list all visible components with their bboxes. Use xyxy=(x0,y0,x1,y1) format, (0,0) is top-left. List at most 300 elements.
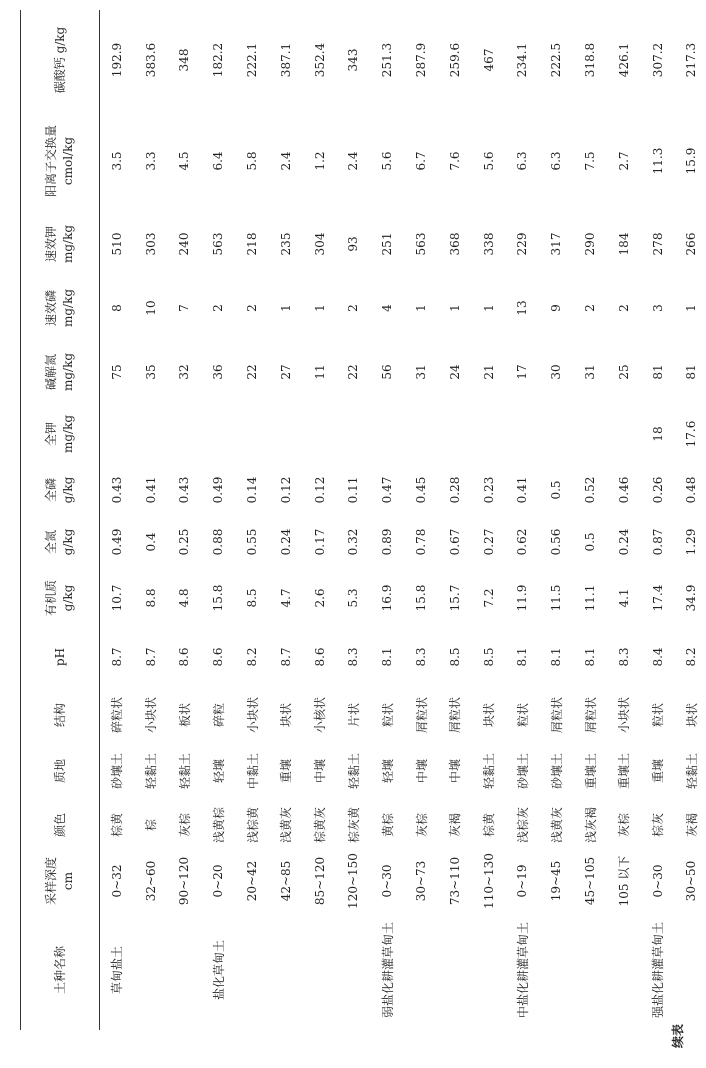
table-cell: 0.12 xyxy=(312,476,327,504)
table-cell: 222.5 xyxy=(549,42,564,78)
table-cell: 6.3 xyxy=(515,151,530,171)
table-cell: 85~120 xyxy=(312,856,327,906)
table-cell: 中黏土 xyxy=(245,753,260,790)
table-cell: 2 xyxy=(245,304,260,312)
table-cell: 8.2 xyxy=(684,647,699,667)
table-cell: 棕黄 xyxy=(482,813,497,838)
table-cell: 90~120 xyxy=(177,856,192,906)
table-cell: 1 xyxy=(312,304,327,312)
table-cell: 0.24 xyxy=(616,528,631,556)
column-header: 碱解氮 mg/kg xyxy=(44,352,75,392)
table-cell: 块状 xyxy=(482,703,497,728)
table-cell: 251 xyxy=(380,232,395,256)
table-cell: 31 xyxy=(414,364,429,380)
column-header: 采样深度 cm xyxy=(44,857,75,906)
table-row xyxy=(641,10,675,1030)
soil-name-cell: 中盐化耕灌草甸土 xyxy=(515,922,530,1019)
table-cell: 3.5 xyxy=(109,151,124,171)
table-cell xyxy=(134,404,168,464)
table-cell: 粒状 xyxy=(380,703,395,728)
soil-data-table xyxy=(20,10,706,1030)
table-cell: 0.67 xyxy=(447,528,462,556)
table-cell: 6.3 xyxy=(549,151,564,171)
table-cell: 0.45 xyxy=(414,476,429,504)
table-cell: 屑粒状 xyxy=(414,697,429,734)
table-cell: 黄棕 xyxy=(380,813,395,838)
table-cell: 棕灰黄 xyxy=(346,807,361,844)
table-body xyxy=(100,10,706,1030)
table-cell: 15.9 xyxy=(684,147,699,175)
table-cell: 砂壤土 xyxy=(110,753,125,790)
table-cell: 0.43 xyxy=(177,476,192,504)
table-cell: 93 xyxy=(346,236,361,252)
table-cell: 22 xyxy=(245,364,260,380)
table-cell: 8.5 xyxy=(447,647,462,667)
table-cell: 13 xyxy=(515,300,530,316)
table-cell: 屑粒状 xyxy=(583,697,598,734)
table-cell: 0.43 xyxy=(109,476,124,504)
table-cell: 0.14 xyxy=(245,476,260,504)
table-cell: 30~73 xyxy=(414,860,429,902)
table-cell xyxy=(404,404,438,464)
soil-name-cell xyxy=(539,910,573,1030)
table-cell: 棕 xyxy=(144,819,159,832)
table-cell xyxy=(370,404,404,464)
table-cell: 浅棕灰 xyxy=(515,807,530,844)
table-cell: 4.8 xyxy=(177,588,192,608)
table-cell: 3.3 xyxy=(143,151,158,171)
table-cell: 8.1 xyxy=(515,647,530,667)
column-header: 质地 xyxy=(52,759,67,784)
table-cell: 32~60 xyxy=(143,860,158,902)
column-header: 全氮 g/kg xyxy=(44,528,75,556)
table-cell: 15.8 xyxy=(211,584,226,612)
table-cell: 21 xyxy=(481,364,496,380)
table-cell: 0.56 xyxy=(549,528,564,556)
table-cell: 8.5 xyxy=(481,647,496,667)
table-cell xyxy=(303,404,337,464)
table-cell: 0.26 xyxy=(650,476,665,504)
table-cell: 小块状 xyxy=(144,697,159,734)
table-row xyxy=(506,10,540,1030)
table-cell: 浅灰褐 xyxy=(583,807,598,844)
table-cell: 2 xyxy=(583,304,598,312)
table-cell: 0.41 xyxy=(143,476,158,504)
table-cell: 278 xyxy=(650,232,665,256)
soil-name-cell xyxy=(472,910,506,1030)
table-cell: 棕黄 xyxy=(110,813,125,838)
table-cell: 轻黏土 xyxy=(346,753,361,790)
table-cell: 0.17 xyxy=(312,528,327,556)
table-cell: 8.7 xyxy=(278,647,293,667)
table-row xyxy=(573,10,607,1030)
table-cell: 7.5 xyxy=(583,151,598,171)
soil-name-cell xyxy=(404,910,438,1030)
table-cell: 218 xyxy=(245,232,260,256)
table-cell: 小块状 xyxy=(245,697,260,734)
table-cell: 19~45 xyxy=(549,860,564,902)
table-cell: 轻黏土 xyxy=(144,753,159,790)
table-cell: 1.29 xyxy=(684,528,699,556)
table-cell: 18 xyxy=(650,426,665,442)
table-cell: 16.9 xyxy=(380,584,395,612)
table-cell: 4.1 xyxy=(616,588,631,608)
soil-name-cell xyxy=(607,910,641,1030)
column-header: pH xyxy=(52,647,67,667)
table-row xyxy=(438,10,472,1030)
table-cell: 0.32 xyxy=(346,528,361,556)
table-cell: 6.4 xyxy=(211,151,226,171)
table-cell: 4.7 xyxy=(278,588,293,608)
soil-name-cell xyxy=(235,910,269,1030)
table-cell: 217.3 xyxy=(684,42,699,78)
table-cell: 2.6 xyxy=(312,588,327,608)
table-cell: 0.41 xyxy=(515,476,530,504)
table-cell: 砂壤土 xyxy=(549,753,564,790)
table-cell: 4 xyxy=(380,304,395,312)
table-caption: 续表 xyxy=(671,1023,685,1048)
table-cell: 368 xyxy=(447,232,462,256)
table-cell: 17.4 xyxy=(650,584,665,612)
table-cell: 重壤 xyxy=(279,759,294,784)
column-header: 全钾 mg/kg xyxy=(44,414,75,454)
table-cell: 灰棕 xyxy=(617,813,632,838)
table-cell: 轻壤 xyxy=(380,759,395,784)
table-cell: 10.7 xyxy=(109,584,124,612)
table-cell: 17 xyxy=(515,364,530,380)
table-cell: 11.1 xyxy=(583,584,598,612)
table-cell xyxy=(539,404,573,464)
table-cell: 5.6 xyxy=(380,151,395,171)
table-cell: 3 xyxy=(650,304,665,312)
table-cell: 重壤土 xyxy=(583,753,598,790)
table-row xyxy=(472,10,506,1030)
table-cell: 8.4 xyxy=(650,647,665,667)
table-cell: 7.2 xyxy=(481,588,496,608)
table-cell: 120~150 xyxy=(346,853,361,909)
table-cell: 34.9 xyxy=(684,584,699,612)
table-cell: 110~130 xyxy=(481,853,496,909)
table-cell xyxy=(438,404,472,464)
table-cell: 8.5 xyxy=(245,588,260,608)
table-cell: 0.48 xyxy=(684,476,699,504)
table-cell: 重壤 xyxy=(651,759,666,784)
table-cell: 338 xyxy=(481,232,496,256)
table-cell: 35 xyxy=(143,364,158,380)
table-cell: 片状 xyxy=(346,703,361,728)
soil-name-cell: 强盐化耕灌草甸土 xyxy=(651,922,666,1019)
table-cell: 290 xyxy=(583,232,598,256)
table-cell: 屑粒状 xyxy=(448,697,463,734)
table-cell: 0.47 xyxy=(380,476,395,504)
table-cell: 11.3 xyxy=(650,147,665,175)
table-cell: 9 xyxy=(549,304,564,312)
table-row xyxy=(201,10,235,1030)
table-cell: 8.2 xyxy=(245,647,260,667)
table-cell: 灰棕 xyxy=(177,813,192,838)
table-cell: 轻壤 xyxy=(211,759,226,784)
table-cell: 0.27 xyxy=(481,528,496,556)
table-cell: 7 xyxy=(177,304,192,312)
table-cell: 浅黄灰 xyxy=(279,807,294,844)
table-cell: 25 xyxy=(616,364,631,380)
table-cell: 10 xyxy=(143,300,158,316)
table-cell: 387.1 xyxy=(278,42,293,78)
table-row xyxy=(607,10,641,1030)
table-cell: 7.6 xyxy=(447,151,462,171)
table-cell: 1 xyxy=(684,304,699,312)
table-cell: 0.46 xyxy=(616,476,631,504)
table-cell: 251.3 xyxy=(380,42,395,78)
table-cell: 2 xyxy=(346,304,361,312)
table-cell: 348 xyxy=(177,48,192,72)
soil-name-cell: 盐化草甸土 xyxy=(211,940,226,1001)
table-header-row xyxy=(21,10,100,1030)
soil-name-cell xyxy=(134,910,168,1030)
table-cell xyxy=(337,404,371,464)
table-row xyxy=(675,10,706,1030)
soil-name-cell xyxy=(438,910,472,1030)
table-cell xyxy=(472,404,506,464)
table-cell: 8.1 xyxy=(549,647,564,667)
table-cell: 0.88 xyxy=(211,528,226,556)
table-cell xyxy=(506,404,540,464)
table-cell: 屑粒状 xyxy=(549,697,564,734)
table-row xyxy=(168,10,202,1030)
table-cell: 0.4 xyxy=(143,532,158,552)
table-cell: 轻黏土 xyxy=(482,753,497,790)
table-cell: 灰褐 xyxy=(684,813,699,838)
table-row xyxy=(539,10,573,1030)
table-cell: 8.3 xyxy=(346,647,361,667)
table-cell: 0.5 xyxy=(549,480,564,500)
table-cell: 184 xyxy=(616,232,631,256)
table-cell: 0~20 xyxy=(211,864,226,898)
table-row xyxy=(404,10,438,1030)
table-cell: 灰棕 xyxy=(414,813,429,838)
table-cell: 1 xyxy=(447,304,462,312)
table-cell xyxy=(607,404,641,464)
table-cell: 砂壤土 xyxy=(515,753,530,790)
table-cell: 1 xyxy=(278,304,293,312)
table-cell: 小核状 xyxy=(313,697,328,734)
table-cell xyxy=(269,404,303,464)
column-header: 碳酸钙 g/kg xyxy=(52,26,67,94)
table-cell: 20~42 xyxy=(245,860,260,902)
table-cell: 563 xyxy=(414,232,429,256)
table-row xyxy=(100,10,134,1030)
table-cell: 0.55 xyxy=(245,528,260,556)
table-cell: 灰褐 xyxy=(448,813,463,838)
table-cell: 73~110 xyxy=(447,856,462,906)
table-cell: 27 xyxy=(278,364,293,380)
table-row xyxy=(337,10,371,1030)
soil-name-cell: 弱盐化耕灌草甸土 xyxy=(380,922,395,1019)
table-cell: 235 xyxy=(278,232,293,256)
table-cell: 15.8 xyxy=(414,584,429,612)
table-cell: 318.8 xyxy=(583,42,598,78)
table-cell: 105 以下 xyxy=(617,855,632,907)
table-cell: 42~85 xyxy=(278,860,293,902)
table-cell: 0~19 xyxy=(515,864,530,898)
table-cell: 0.52 xyxy=(583,476,598,504)
column-header: 全磷 g/kg xyxy=(44,476,75,504)
table-cell: 8.6 xyxy=(177,647,192,667)
table-cell: 240 xyxy=(177,232,192,256)
table-cell: 222.1 xyxy=(245,42,260,78)
table-cell: 8.3 xyxy=(616,647,631,667)
table-cell: 2 xyxy=(211,304,226,312)
table-cell: 重壤土 xyxy=(617,753,632,790)
table-cell: 浅黄灰 xyxy=(549,807,564,844)
table-cell: 0.24 xyxy=(278,528,293,556)
table-cell: 浅棕黄 xyxy=(245,807,260,844)
table-cell: 2.4 xyxy=(346,151,361,171)
table-cell: 259.6 xyxy=(447,42,462,78)
table-cell: 块状 xyxy=(279,703,294,728)
table-row xyxy=(303,10,337,1030)
table-cell: 8.6 xyxy=(312,647,327,667)
table-cell: 182.2 xyxy=(211,42,226,78)
table-cell: 17.6 xyxy=(684,420,699,448)
table-cell: 15.7 xyxy=(447,584,462,612)
table-cell: 304 xyxy=(312,232,327,256)
table-cell: 轻黏土 xyxy=(177,753,192,790)
table-cell: 碎粒 xyxy=(211,703,226,728)
table-row xyxy=(269,10,303,1030)
table-cell: 426.1 xyxy=(616,42,631,78)
table-cell: 303 xyxy=(143,232,158,256)
soil-name-cell xyxy=(269,910,303,1030)
table-cell: 8.8 xyxy=(143,588,158,608)
column-header: 土种名称 xyxy=(52,946,67,995)
table-cell: 317 xyxy=(549,232,564,256)
table-cell: 0~30 xyxy=(380,864,395,898)
table-cell: 0.12 xyxy=(278,476,293,504)
table-cell: 11.9 xyxy=(515,584,530,612)
table-cell: 板状 xyxy=(177,703,192,728)
table-cell: 0.49 xyxy=(211,476,226,504)
table-cell: 碎粒状 xyxy=(110,697,125,734)
table-cell: 轻黏土 xyxy=(684,753,699,790)
table-cell: 0.25 xyxy=(177,528,192,556)
table-cell: 1.2 xyxy=(312,151,327,171)
table-cell: 0.78 xyxy=(414,528,429,556)
table-cell: 0.5 xyxy=(583,532,598,552)
table-cell: 11 xyxy=(312,364,327,380)
table-cell: 2.7 xyxy=(616,151,631,171)
table-cell: 56 xyxy=(380,364,395,380)
table-cell: 467 xyxy=(481,48,496,72)
table-cell: 8.3 xyxy=(414,647,429,667)
table-row xyxy=(235,10,269,1030)
table-cell: 5.8 xyxy=(245,151,260,171)
table-cell: 0.28 xyxy=(447,476,462,504)
table-cell: 5.6 xyxy=(481,151,496,171)
table-cell: 563 xyxy=(211,232,226,256)
column-header: 有机质 g/kg xyxy=(44,580,75,617)
table-cell: 0.23 xyxy=(481,476,496,504)
table-cell: 0.89 xyxy=(380,528,395,556)
table-cell: 81 xyxy=(684,364,699,380)
table-cell: 229 xyxy=(515,232,530,256)
table-cell: 中壤 xyxy=(313,759,328,784)
table-cell: 234.1 xyxy=(515,42,530,78)
table-cell: 0~32 xyxy=(109,864,124,898)
table-cell: 8.6 xyxy=(211,647,226,667)
table-cell: 24 xyxy=(447,364,462,380)
table-cell: 0.62 xyxy=(515,528,530,556)
table-cell: 343 xyxy=(346,48,361,72)
table-cell: 31 xyxy=(583,364,598,380)
table-row xyxy=(370,10,404,1030)
table-cell: 4.5 xyxy=(177,151,192,171)
table-cell: 307.2 xyxy=(650,42,665,78)
table-cell: 30 xyxy=(549,364,564,380)
table-cell: 中壤 xyxy=(414,759,429,784)
table-cell: 8.7 xyxy=(143,647,158,667)
table-row xyxy=(134,10,168,1030)
table-cell: 192.9 xyxy=(109,42,124,78)
table-cell: 383.6 xyxy=(143,42,158,78)
table-cell: 1 xyxy=(481,304,496,312)
soil-name-cell xyxy=(337,910,371,1030)
table-cell: 0.49 xyxy=(109,528,124,556)
table-cell: 小块状 xyxy=(617,697,632,734)
soil-name-cell: 草甸盐土 xyxy=(110,946,125,995)
table-cell: 块状 xyxy=(684,703,699,728)
soil-name-cell xyxy=(168,910,202,1030)
table-cell: 352.4 xyxy=(312,42,327,78)
table-cell: 45~105 xyxy=(583,856,598,906)
table-cell: 75 xyxy=(109,364,124,380)
column-header: 结构 xyxy=(52,703,67,728)
soil-name-cell xyxy=(303,910,337,1030)
table-cell: 8 xyxy=(109,304,124,312)
table-cell: 粒状 xyxy=(651,703,666,728)
table-cell xyxy=(100,404,134,464)
table-cell: 浅黄棕 xyxy=(211,807,226,844)
table-cell: 2.4 xyxy=(278,151,293,171)
table-cell xyxy=(573,404,607,464)
table-cell: 6.7 xyxy=(414,151,429,171)
table-cell xyxy=(201,404,235,464)
table-cell: 32 xyxy=(177,364,192,380)
table-cell: 22 xyxy=(346,364,361,380)
soil-name-cell xyxy=(573,910,607,1030)
table-cell: 30~50 xyxy=(684,860,699,902)
table-cell: 0.87 xyxy=(650,528,665,556)
column-header: 颜色 xyxy=(52,813,67,838)
column-header: 速效钾 mg/kg xyxy=(44,224,75,264)
table-cell: 棕黄灰 xyxy=(313,807,328,844)
column-header: 阳离子交换量 cmol/kg xyxy=(44,125,75,198)
table-cell: 11.5 xyxy=(549,584,564,612)
table-cell: 287.9 xyxy=(414,42,429,78)
table-cell: 5.3 xyxy=(346,588,361,608)
table-cell: 0~30 xyxy=(650,864,665,898)
soil-name-cell xyxy=(675,910,706,1030)
table-cell: 510 xyxy=(109,232,124,256)
column-header: 速效磷 mg/kg xyxy=(44,288,75,328)
table-cell: 8.1 xyxy=(583,647,598,667)
table-cell: 棕灰 xyxy=(651,813,666,838)
table-cell: 1 xyxy=(414,304,429,312)
table-cell: 8.7 xyxy=(109,647,124,667)
table-cell: 81 xyxy=(650,364,665,380)
table-cell: 8.1 xyxy=(380,647,395,667)
table-cell: 2 xyxy=(616,304,631,312)
